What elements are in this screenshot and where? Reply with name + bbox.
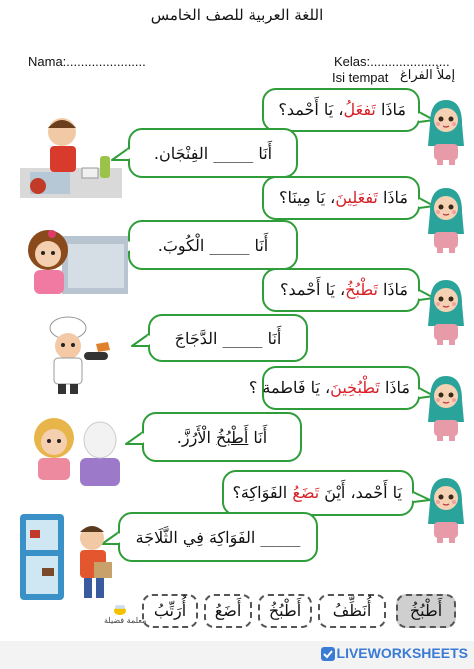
nama-field[interactable]: Nama:......................: [28, 54, 146, 69]
word-bank-item-1[interactable]: أَطْبُخُ: [396, 594, 456, 628]
hijab-girl-illustration-4: [424, 372, 468, 442]
answer-text-2[interactable]: أَنَا _____ الْكُوبَ.: [157, 236, 269, 255]
answer-text-1[interactable]: أَنَا _____ الفِنْجَان.: [153, 144, 273, 163]
hijab-girl-illustration-3: [424, 276, 468, 346]
word-bank-item-4[interactable]: أَضَعُ: [204, 594, 252, 628]
hijab-girl-illustration-5: [424, 474, 468, 544]
question-verb-1: تَفعَلُ: [343, 100, 376, 119]
footer-brand: LIVEWORKSHEETS: [336, 645, 468, 661]
question-verb-2: تَفعَلِينَ: [335, 188, 378, 207]
question-text-4: مَاذَا تَطْبُخِينَ، يَا فَاطمة ؟: [248, 378, 410, 397]
hijab-girl-illustration-1: [424, 96, 468, 166]
answer-text-4[interactable]: أَنَا أَطْبُخُ الْأَرُزَّ.: [176, 428, 268, 447]
kelas-field[interactable]: Kelas:......................: [334, 54, 450, 69]
word-bank-item-3[interactable]: أَطْبُخُ: [258, 594, 312, 628]
hijab-girl-illustration-2: [424, 184, 468, 254]
question-verb-3: تَطْبُخُ: [345, 280, 378, 299]
page-title: اللغة العربية للصف الخامس: [150, 6, 324, 24]
question-text-1: مَاذَا تَفعَلُ، يَا أَحْمد؟: [278, 100, 406, 119]
word-bank-item-2[interactable]: أُنَظِّفُ: [318, 594, 386, 628]
girl-washing-cups-illustration: [22, 218, 128, 298]
answer-text-3[interactable]: أَنَا _____ الدَّجَاجَ: [174, 329, 282, 348]
question-verb-4: تَطْبُخِينَ: [330, 378, 380, 397]
question-text-5: يَا أَحْمد، أَيْنَ تَضَعُ الفَوَاكِهَ؟: [232, 483, 402, 502]
instruction-arabic: إملأ الفراغ: [400, 68, 456, 83]
signature: معلمة فضيلة: [104, 616, 147, 625]
bee-icon: [112, 604, 128, 616]
word-bank-item-5[interactable]: أُرَتِّبُ: [142, 594, 198, 628]
liveworksheets-logo-icon: [320, 646, 336, 662]
boy-washing-dishes-illustration: [20, 110, 122, 202]
boy-chef-cooking-illustration: [36, 314, 120, 396]
question-text-2: مَاذَا تَفعَلِينَ، يَا مِينَا؟: [279, 188, 408, 207]
boy-fridge-illustration: [18, 510, 118, 604]
answer-filled-word-4[interactable]: أَطْبُخُ: [216, 428, 249, 447]
girl-cooking-rice-illustration: [20, 410, 130, 492]
question-text-3: مَاذَا تَطْبُخُ، يَا أَحْمد؟: [280, 280, 408, 299]
bubble-tail-a3: [132, 334, 149, 346]
instruction-malay: Isi tempat: [332, 70, 389, 85]
question-verb-5: تَضَعُ: [292, 483, 320, 502]
answer-text-5[interactable]: _____ الفَوَاكِهَ فِي الثَّلَاجَة: [135, 528, 301, 547]
